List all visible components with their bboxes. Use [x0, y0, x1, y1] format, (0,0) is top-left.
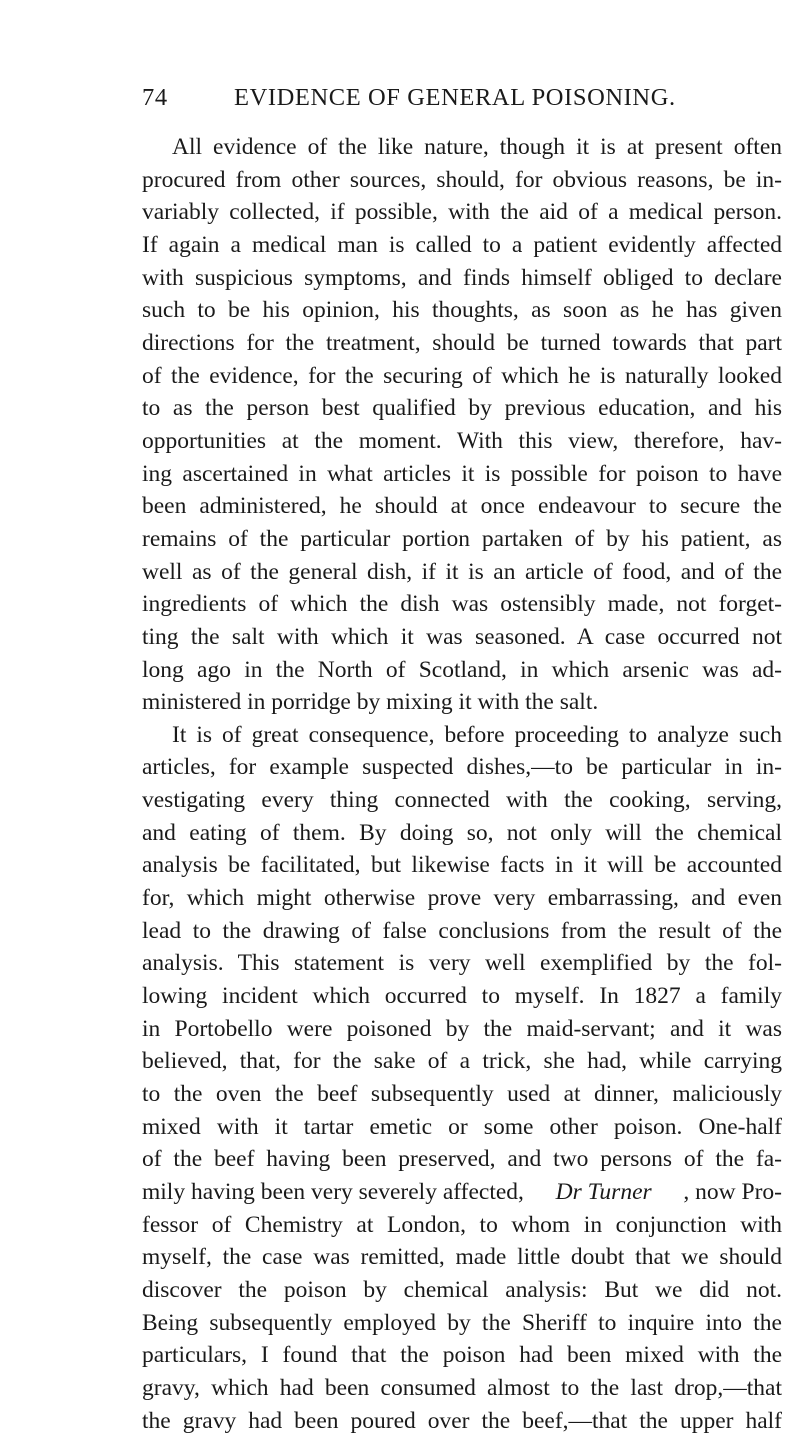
text-line: such to be his opinion, his thoughts, as soon as he has given [142, 297, 782, 324]
text-line: directions for the treatment, should be turned towards that part [142, 329, 782, 356]
text-line: long ago in the North of Scotland, in which arsenic was ad- [142, 656, 782, 683]
text-line: Being subsequently employed by the Sheriff to inquire into the [142, 1309, 782, 1336]
text-line: ting the salt with which it was seasoned. A case occurred not [142, 623, 782, 650]
text-line [142, 1176, 782, 1209]
running-head [142, 84, 702, 120]
running-head-title: EVIDENCE OF GENERAL POISONING. [234, 84, 676, 111]
text-line: articles, for example suspected dishes,—to be particular in in- [142, 754, 782, 781]
text-line: with suspicious symptoms, and finds himself obliged to declare [142, 264, 782, 291]
text-line: of the evidence, for the securing of which he is naturally looked [142, 362, 782, 389]
text-line: gravy, which had been consumed almost to the last drop,—that [142, 1374, 782, 1401]
text-line: lead to the drawing of false conclusions from the result of the [142, 917, 782, 944]
text-line: It is of great consequence, before proceeding to analyze such [172, 721, 782, 748]
text-line: of the beef having been preserved, and two persons of the fa- [142, 1146, 782, 1173]
text-line: the gravy had been poured over the beef,—that the upper half [142, 1407, 782, 1434]
text-line: to the oven the beef subsequently used at dinner, maliciously [142, 1081, 782, 1108]
text-line: All evidence of the like nature, though it is at present often [172, 134, 782, 160]
text-segment: mily having been very severely affected, [142, 1179, 524, 1205]
text-line: to as the person best qualified by previous education, and his [142, 395, 782, 422]
text-line: well as of the general dish, if it is an article of food, and of the [142, 558, 782, 585]
text-line: procured from other sources, should, for obvious reasons, be in- [142, 166, 782, 193]
text-line: lowing incident which occurred to myself. In 1827 a family [142, 983, 782, 1010]
text-line: been administered, he should at once endeavour to secure the [142, 493, 782, 520]
text-line: ministered in porridge by mixing it with the salt. [142, 689, 599, 716]
text-line: opportunities at the moment. With this view, therefore, hav- [142, 427, 782, 454]
text-line: If again a medical man is called to a patient evidently affected [142, 231, 782, 258]
text-line: for, which might otherwise prove very embarrassing, and even [142, 885, 782, 912]
text-line: in Portobello were poisoned by the maid-servant; and it was [142, 1015, 782, 1042]
body-text [142, 131, 782, 1437]
text-line: variably collected, if possible, with the aid of a medical person. [142, 199, 782, 226]
text-line: myself, the case was remitted, made little doubt that we should [142, 1244, 782, 1271]
text-line: fessor of Chemistry at London, to whom in conjunction with [142, 1211, 782, 1238]
text-line: believed, that, for the sake of a trick, she had, while carrying [142, 1048, 782, 1075]
text-line: analysis. This statement is very well exemplified by the fol- [142, 950, 782, 977]
text-line: analysis be facilitated, but likewise facts in it will be accounted [142, 852, 782, 879]
italic-name: Dr Turner [555, 1179, 652, 1205]
text-line: particulars, I found that the poison had been mixed with the [142, 1342, 782, 1369]
text-line: remains of the particular portion partaken of by his patient, as [142, 525, 782, 552]
text-line: discover the poison by chemical analysis: But we did not. [142, 1276, 782, 1303]
text-line: vestigating every thing connected with the cooking, serving, [142, 787, 782, 814]
text-segment: , now Pro- [683, 1179, 782, 1205]
text-line: ing ascertained in what articles it is possible for poison to have [142, 460, 782, 487]
text-line: and eating of them. By doing so, not only will the chemical [142, 819, 782, 846]
text-line: ingredients of which the dish was ostensibly made, not forget- [142, 591, 782, 618]
page-number: 74 [142, 84, 168, 111]
text-line: mixed with it tartar emetic or some other poison. One-half [142, 1113, 782, 1140]
